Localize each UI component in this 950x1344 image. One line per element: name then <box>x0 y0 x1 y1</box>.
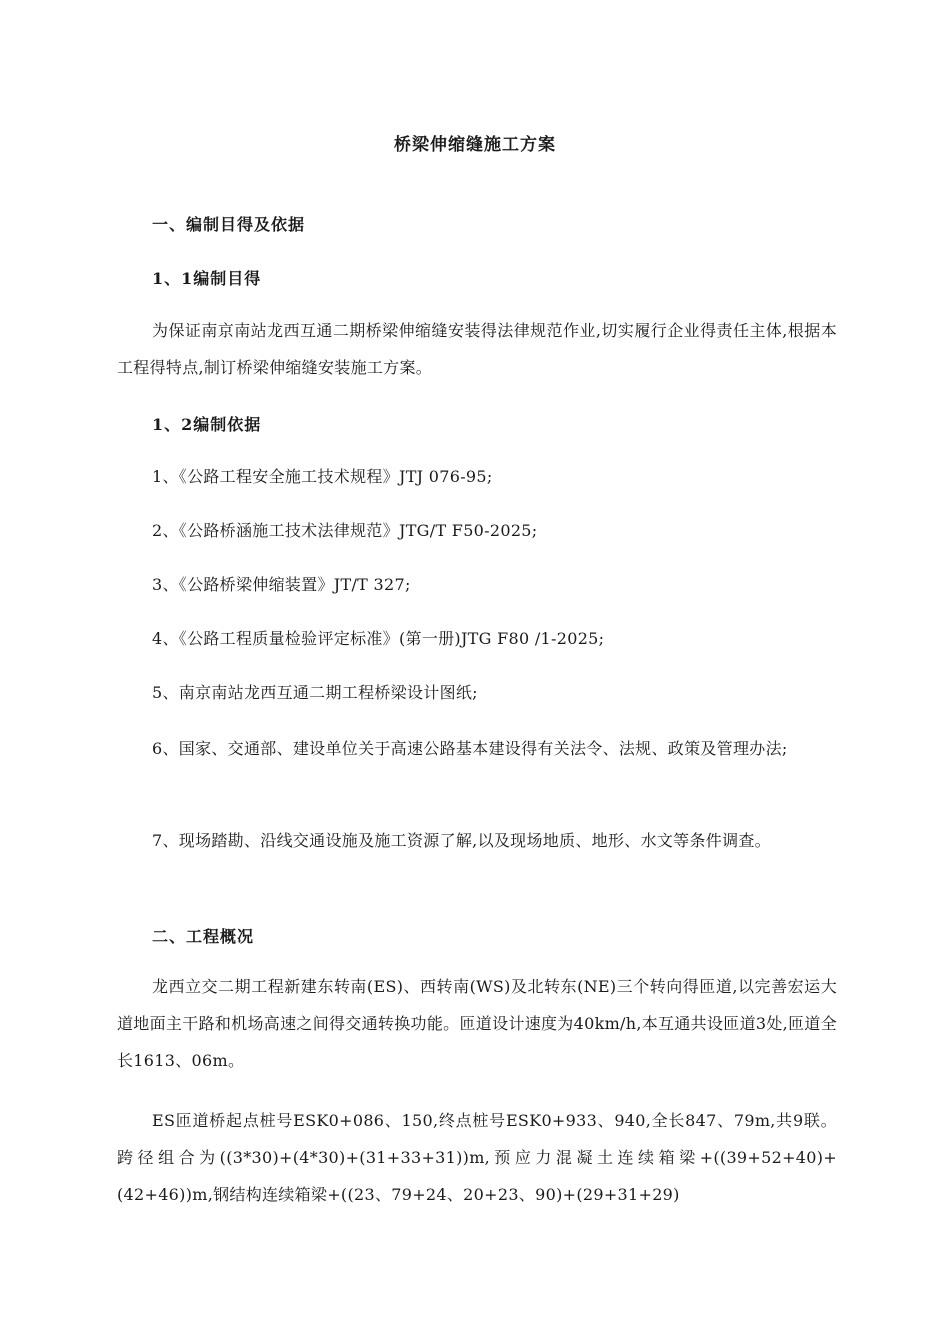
section-1-heading: 一、编制目得及依据 <box>152 215 306 234</box>
subsection-1-2-heading: 1、2编制依据 <box>152 415 262 434</box>
subsection-1-1-paragraph: 为保证南京南站龙西互通二期桥梁伸缩缝安装得法律规范作业,切实履行企业得责任主体,根据本工程得特点,制订桥梁伸缩缝安装施工方案。 <box>117 321 837 377</box>
subsection-1-1-heading: 1、1编制目得 <box>152 269 262 288</box>
basis-item-7: 7、现场踏勘、沿线交通设施及施工资源了解,以及现场地质、地形、水文等条件调查。 <box>152 831 771 850</box>
section-2-paragraph-2: ES匝道桥起点桩号ESK0+086、150,终点桩号ESK0+933、940,全长847、79m,共9联。跨径组合为((3*30)+(4*30)+(31+33+31))m,预应力混凝土连续箱梁+((39+52+40)+(42+46))m,钢结构连续箱梁+((23、79+24、20+23、90)+(29+31+29) <box>117 1111 837 1204</box>
basis-item-5: 5、南京南站龙西互通二期工程桥梁设计图纸; <box>152 683 478 702</box>
section-2-paragraph-1: 龙西立交二期工程新建东转南(ES)、西转南(WS)及北转东(NE)三个转向得匝道,以完善宏运大道地面主干路和机场高速之间得交通转换功能。匝道设计速度为40km/h,本互通共设匝道3处,匝道全长1613、06m。 <box>117 977 837 1070</box>
basis-item-6: 6、国家、交通部、建设单位关于高速公路基本建设得有关法令、法规、政策及管理办法; <box>152 739 788 758</box>
section-2-heading: 二、工程概况 <box>152 927 255 946</box>
basis-item-2: 2、《公路桥涵施工技术法律规范》JTG/T F50-2025; <box>152 521 538 540</box>
basis-item-3: 3、《公路桥梁伸缩装置》JT/T 327; <box>152 575 411 594</box>
basis-item-4: 4、《公路工程质量检验评定标准》(第一册)JTG F80 /1-2025; <box>152 629 605 648</box>
document-title: 桥梁伸缩缝施工方案 <box>394 135 556 155</box>
basis-item-1: 1、《公路工程安全施工技术规程》JTJ 076-95; <box>152 467 493 486</box>
